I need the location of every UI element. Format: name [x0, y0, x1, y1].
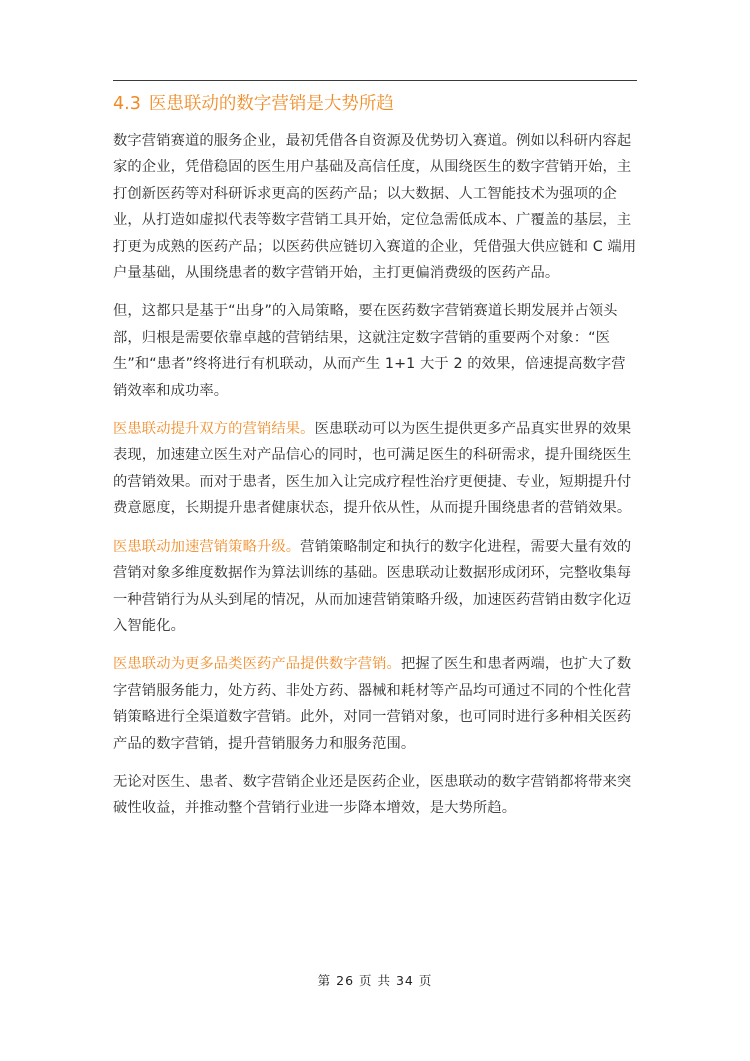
paragraph-2	[113, 298, 637, 404]
paragraph-text: 营销策略制定和执行的数字化进程，需要大量有效的营销对象多维度数据作为算法训练的基础。医患联动让数据形成闭环，完整收集每一种营销行为从头到尾的情况，从而加速营销策略升级，加速医药营销由数字化迈入智能化。	[113, 538, 632, 634]
paragraph-6	[113, 769, 637, 822]
paragraph-text: 数字营销赛道的服务企业，最初凭借各自资源及优势切入赛道。例如以科研内容起家的企业，凭借稳固的医生用户基础及高信任度，从围绕医生的数字营销开始，主打创新医药等对科研诉求更高的医药产品；以大数据、人工智能技术为强项的企业，从打造如虚拟代表等数字营销工具开始，定位急需低成本、广覆盖的基层，主打更为成熟的医药产品；以医药供应链切入赛道的企业，凭借强大供应链和 C 端用户量基础，从围绕患者的数字营销开始，主打更偏消费级的医药产品。	[113, 133, 637, 282]
paragraph-lead-highlight: 医患联动提升双方的营销结果。	[113, 421, 315, 438]
paragraph-3	[113, 416, 637, 522]
paragraph-text: 但，这都只是基于“出身”的入局策略，要在医药数字营销赛道长期发展并占领头部，归根是需要依靠卓越的营销结果，这就注定数字营销的重要两个对象：“医生”和“患者”终将进行有机联动，从而产生 1+1 大于 2 的效果，倍速提高数字营销效率和成功率。	[113, 303, 626, 399]
paragraph-1	[113, 128, 637, 286]
page-number-footer: 第 26 页 共 34 页	[317, 973, 433, 988]
body-content	[113, 128, 637, 834]
section-title: 医患联动的数字营销是大势所趋	[148, 94, 394, 114]
section-number: 4.3	[113, 94, 141, 114]
paragraph-4	[113, 534, 637, 640]
paragraph-text: 无论对医生、患者、数字营销企业还是医药企业，医患联动的数字营销都将带来突破性收益，并推动整个营销行业进一步降本增效，是大势所趋。	[113, 773, 632, 817]
paragraph-5	[113, 651, 637, 757]
section-heading	[113, 91, 394, 117]
paragraph-lead-highlight: 医患联动为更多品类医药产品提供数字营销。	[113, 656, 401, 673]
header-divider	[113, 80, 637, 81]
paragraph-text: 医患联动可以为医生提供更多产品真实世界的效果表现，加速建立医生对产品信心的同时，也可满足医生的科研需求，提升围绕医生的营销效果。而对于患者，医生加入让完成疗程性治疗更便捷、专业，短期提升付费意愿度，长期提升患者健康状态，提升依从性，从而提升围绕患者的营销效果。	[113, 421, 632, 517]
paragraph-text: 把握了医生和患者两端，也扩大了数字营销服务能力，处方药、非处方药、器械和耗材等产品均可通过不同的个性化营销策略进行全渠道数字营销。此外，对同一营销对象，也可同时进行多种相关医药产品的数字营销，提升营销服务力和服务范围。	[113, 656, 632, 752]
paragraph-lead-highlight: 医患联动加速营销策略升级。	[113, 538, 301, 555]
